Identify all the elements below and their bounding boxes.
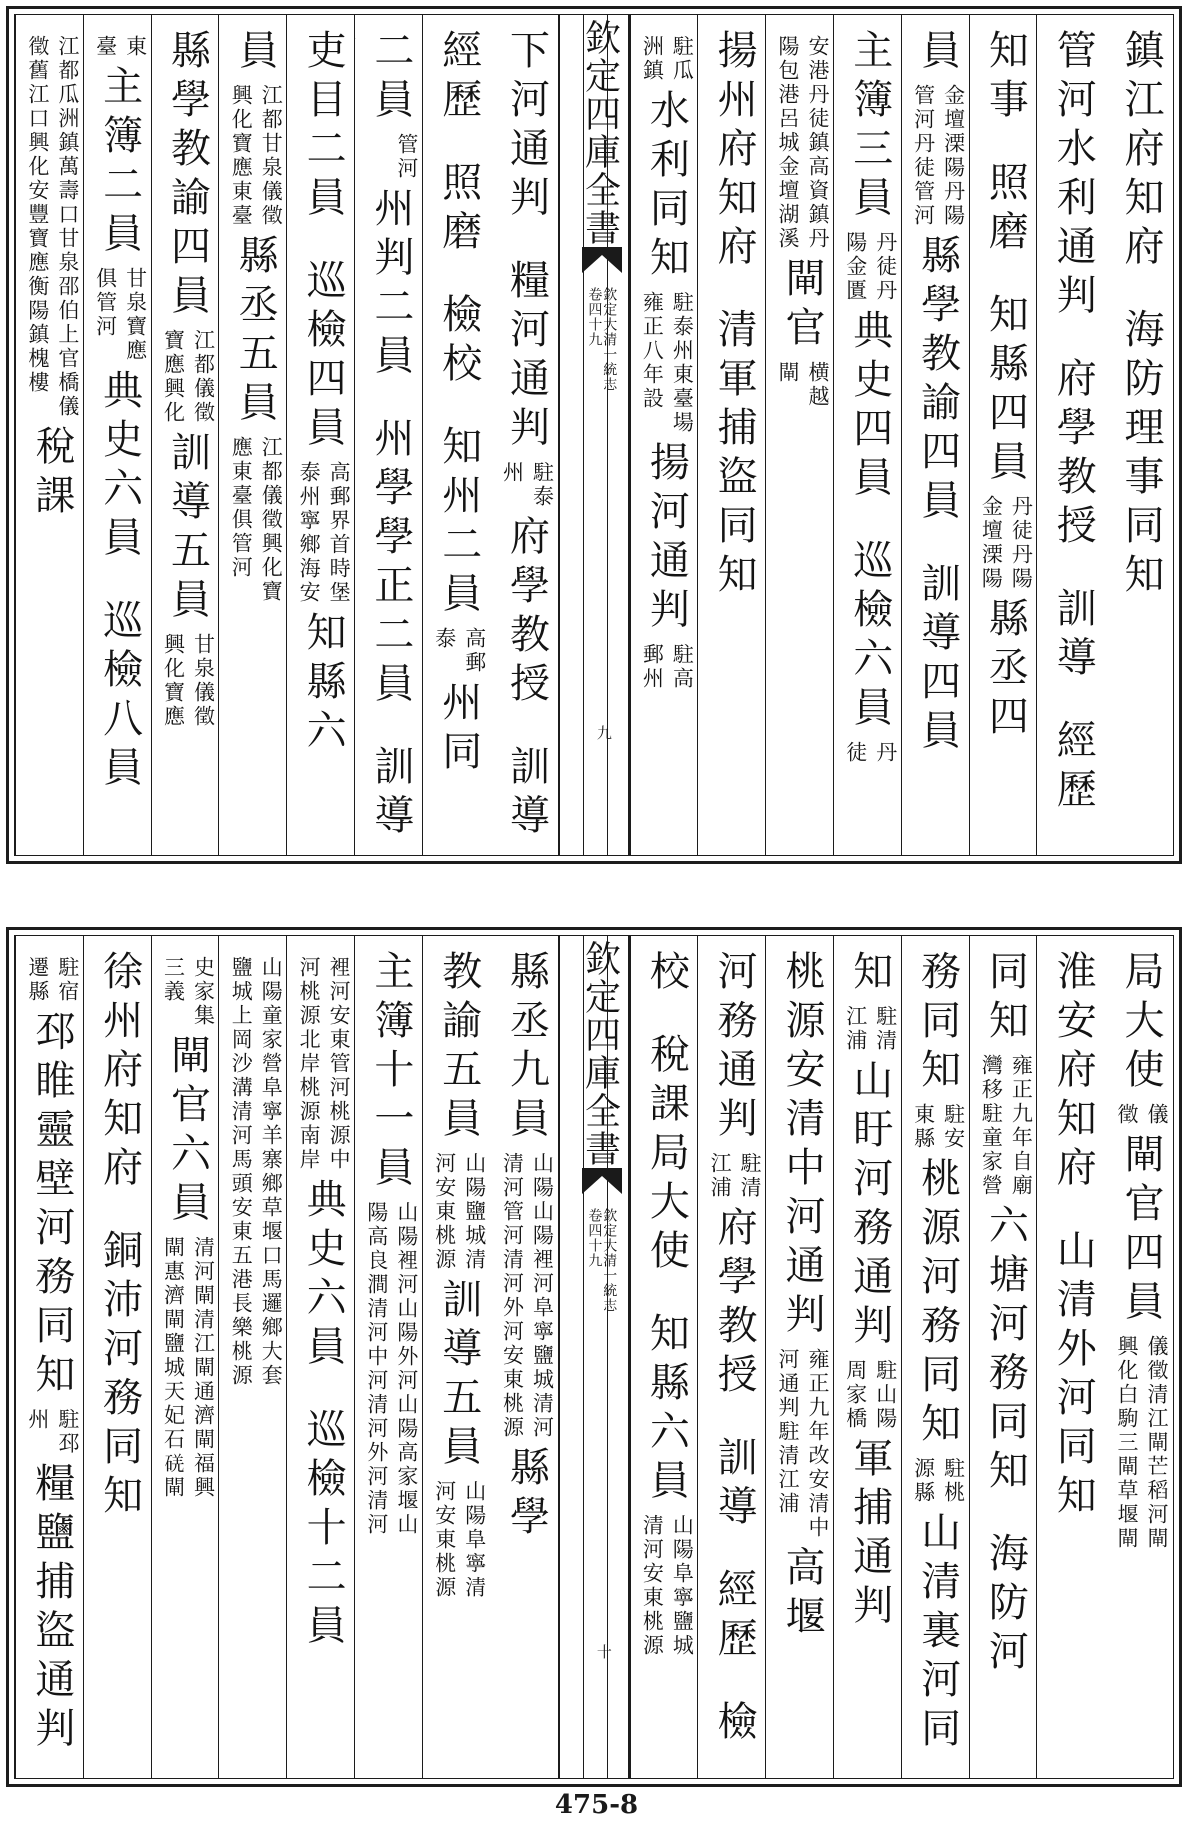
main-text: 訓導五員 [164, 431, 211, 627]
main-text: 知縣六 [300, 611, 347, 758]
bottom-text-column [218, 936, 286, 1778]
main-text: 訓導 [711, 1436, 758, 1534]
annotation-note: 高郵界首時堡 泰州寧鄉海安 [297, 461, 352, 605]
main-text: 下河通判 [503, 29, 550, 225]
main-text: 訓導五員 [435, 1278, 482, 1474]
main-text: 照磨 [435, 161, 482, 259]
annotation-note: 駐山陽 周家橋 [843, 1359, 898, 1431]
annotation-note: 東 臺 [93, 35, 148, 59]
main-text: 海防河 [982, 1532, 1029, 1679]
top-text-column [630, 15, 698, 855]
annotation-note: 高郵 泰 [432, 627, 487, 675]
main-text: 同知 [982, 950, 1029, 1048]
main-text: 巡檢八員 [96, 599, 143, 795]
main-text: 河務通判 [711, 950, 758, 1146]
bottom-text-column [765, 936, 833, 1778]
main-text: 主簿三員 [846, 29, 893, 225]
main-text: 員 [232, 29, 279, 78]
bottom-text-column [1104, 936, 1172, 1778]
main-text: 經歷 [435, 29, 482, 127]
main-text [697, 29, 703, 323]
annotation-note: 清河閘清江閘通濟閘福興 閘惠濟閘鹽城天妃石𥓌閘 [161, 1236, 216, 1500]
lower-leaf [6, 927, 1182, 1787]
annotation-note: 駐安 東縣 [911, 1103, 966, 1151]
main-text: 水利同知 [643, 89, 690, 285]
top-text-column [901, 15, 969, 855]
annotation-note: 高 [354, 35, 357, 59]
lower-leaf-banxin [558, 936, 630, 1778]
annotation-note: 山陽童家營阜寧羊寨鄉草堰口馬邏鄉大套 鹽城上岡沙溝清河馬頭安東五港長樂桃源 [229, 956, 284, 1388]
bottom-text-column [630, 936, 698, 1778]
main-text: 閘官 [778, 257, 825, 355]
top-text-column [422, 15, 490, 855]
main-text: 山清外河同知 [1050, 1229, 1097, 1523]
bottom-text-column [83, 936, 151, 1778]
bottom-text-column [969, 936, 1037, 1778]
main-text: 知州二員 [435, 425, 482, 621]
main-text: 訓導 [1050, 587, 1097, 685]
main-text: 揚河通判 [643, 441, 690, 637]
bottom-text-column [354, 936, 422, 1778]
annotation-note: 丹徒丹陽 金壇溧陽 [979, 495, 1034, 591]
main-text: 主簿二員 [96, 65, 143, 261]
main-text: 教諭五員 [435, 950, 482, 1146]
main-text [1104, 29, 1110, 323]
annotation-note: 駐清 江浦 [708, 1152, 763, 1200]
main-text: 巡檢六員 [846, 539, 893, 735]
annotation-note: 儀徵清江閘芒稻河閘 興化白駒三閘草堰閘 [1115, 1335, 1169, 1551]
volume-label: 卷四十九 [586, 287, 603, 347]
top-text-column [697, 15, 765, 855]
annotation-note: 駐清 江浦 [843, 1005, 898, 1053]
annotation-note: 雍正九年改安清中 河通判駐清江浦 [775, 1348, 830, 1540]
top-text-column [1104, 15, 1172, 855]
main-text: 海防理事同知 [1118, 308, 1164, 602]
annotation-note: 丹徒丹 陽金匱 [843, 231, 898, 303]
annotation-note: 丹 徒 [843, 741, 898, 765]
upper-leaf-banxin [558, 15, 630, 855]
main-text: 州學學正二員 [367, 417, 414, 711]
main-text: 檢 [711, 1700, 758, 1749]
main-text: 經歷 [711, 1568, 758, 1666]
annotation-note: 史家集 三義 [161, 956, 216, 1028]
running-title: 欽定大清一統志 [601, 287, 618, 392]
main-text: 縣丞四 [982, 597, 1029, 744]
main-text: 訓導四員 [914, 562, 961, 758]
main-text: 局大使 [1118, 950, 1164, 1097]
upper-leaf [6, 6, 1182, 864]
annotation-note: 山陽鹽城清 河安東桃源 [432, 1152, 487, 1272]
main-text: 桃源安清中河通判 [778, 950, 825, 1342]
annotation-note: 安港丹徒鎮高資鎮丹 陽包港呂城金壇湖溪 [775, 35, 830, 251]
folio-number: 九 [594, 725, 613, 740]
main-text: 高堰 [778, 1546, 825, 1644]
annotation-note: 駐宿 遷縣 [25, 956, 80, 1004]
annotation-note: 駐邳 州 [25, 1408, 80, 1456]
main-text: 稅課局大使 [643, 1033, 690, 1278]
main-text [83, 950, 89, 1244]
main-text [1036, 950, 1042, 1244]
top-text-column [765, 15, 833, 855]
annotation-note: 山陽阜寧清 河安東桃源 [432, 1480, 487, 1600]
main-text: 銅沛河務同知 [96, 1229, 143, 1523]
book-title: 欽定四庫全書 [579, 19, 621, 247]
main-text: 閘官六員 [164, 1034, 211, 1230]
main-text: 縣丞五員 [232, 234, 279, 430]
main-text: 主簿十一員 [367, 950, 414, 1195]
top-text-column [151, 15, 219, 855]
main-text: 揚州府知府 [711, 29, 758, 274]
top-text-column [15, 15, 83, 855]
volume-label: 卷四十九 [586, 1208, 603, 1268]
main-text: 典史四員 [846, 309, 893, 505]
annotation-note: 管河 [394, 133, 419, 181]
annotation-note: 江都甘泉儀徵 興化寶應東臺 [229, 84, 284, 228]
annotation-note: 雍正九年自廟 灣移駐童家營 [979, 1054, 1034, 1198]
main-text: 稅課 [28, 425, 75, 523]
annotation-note: 甘泉儀徵 興化寶應 [161, 633, 216, 729]
folio-number: 十 [594, 1644, 613, 1659]
top-text-column [969, 15, 1037, 855]
main-text: 清軍捕盜同知 [711, 308, 758, 602]
bottom-text-column [1036, 936, 1104, 1778]
top-text-column [354, 15, 422, 855]
main-text: 縣學教諭四員 [164, 29, 211, 323]
annotation-note: 江都儀徵興化寶 應東臺俱管河 [229, 436, 284, 604]
annotation-note: 駐泰州東臺場 雍正八年設 [640, 291, 695, 435]
annotation-note: 駐瓜 洲鎮 [640, 35, 695, 83]
main-text: 山清裏河同 [914, 1511, 961, 1756]
main-text: 校 [643, 950, 690, 999]
main-text: 府學教授 [503, 515, 550, 711]
annotation-note: 儀 徵 [1115, 1103, 1169, 1127]
annotation-note: 駐泰 州 [500, 461, 555, 509]
page-number: 475-8 [554, 1790, 639, 1820]
main-text: 知 [846, 950, 893, 999]
annotation-note: 山陽山陽裡河阜寧鹽城清河 清河管河清河外河安東桃源 [500, 1152, 555, 1440]
main-text: 縣學 [503, 1446, 550, 1544]
top-text-column [1036, 15, 1104, 855]
annotation-note: 山陽裡河山陽外河山陽高家堰山 陽高良澗清河中河清河外河清河 [364, 1201, 419, 1537]
annotation-note: 駐桃 源縣 [911, 1457, 966, 1505]
bottom-text-column [286, 936, 354, 1778]
main-text: 淮安府知府 [1050, 950, 1097, 1195]
bottom-text-column [15, 936, 83, 1778]
lower-leaf-frame [14, 935, 1174, 1779]
annotation-note: 甘泉寶應 俱管河 [93, 267, 148, 363]
top-text-column [83, 15, 151, 855]
top-text-column [833, 15, 901, 855]
fish-tail-mark [582, 247, 622, 273]
main-text: 知縣四員 [982, 293, 1029, 489]
main-text: 巡檢十二員 [300, 1408, 347, 1653]
main-text: 府學教授 [1050, 357, 1097, 553]
main-text: 員 [914, 29, 961, 78]
book-title: 欽定四庫全書 [579, 940, 621, 1168]
main-text: 照磨 [982, 161, 1029, 259]
bottom-text-column [151, 936, 219, 1778]
top-text-column [218, 15, 286, 855]
main-text: 知縣六員 [643, 1312, 690, 1508]
main-text: 二員 [367, 29, 414, 127]
main-text: 府學教授 [711, 1206, 758, 1402]
main-text: 山盱河務通判 [846, 1059, 893, 1353]
top-text-column [286, 15, 354, 855]
main-text: 鎮江府知府 [1118, 29, 1164, 274]
annotation-note: 江都儀徵 寶應興化 [161, 329, 216, 425]
main-text: 縣學教諭四員 [914, 234, 961, 528]
main-text: 縣丞九員 [503, 950, 550, 1146]
main-text: 知事 [982, 29, 1029, 127]
main-text: 糧鹽捕盜通判 [28, 1462, 75, 1756]
main-text: 桃源河務同知 [914, 1157, 961, 1451]
main-text: 訓導 [503, 745, 550, 843]
main-text: 六塘河務同知 [982, 1204, 1029, 1498]
bottom-text-column [422, 936, 490, 1778]
main-text: 典史六員 [96, 369, 143, 565]
main-text: 州同 [435, 681, 482, 779]
main-text: 軍捕通判 [846, 1437, 893, 1633]
fish-tail-mark [582, 1168, 622, 1194]
main-text: 務同知 [914, 950, 961, 1097]
main-text: 管河水利通判 [1050, 29, 1097, 323]
main-text: 徐州府知府 [96, 950, 143, 1195]
annotation-note: 裡河安東管河桃源中 河桃源北岸桃源南岸 [297, 956, 352, 1172]
running-title: 欽定大清一統志 [601, 1208, 618, 1313]
annotation-note: 駐高 郵州 [640, 643, 695, 691]
main-text: 訓導 [367, 745, 414, 843]
main-text: 糧河通判 [503, 259, 550, 455]
main-text: 典史六員 [300, 1178, 347, 1374]
annotation-note: 江都瓜洲鎮萬壽口甘泉邵伯上官橋儀 徵舊江口興化安豐寶應衡陽鎮槐樓 [25, 35, 80, 419]
main-text: 經歷 [1050, 719, 1097, 817]
main-text: 閘官四員 [1118, 1133, 1164, 1329]
bottom-text-column [901, 936, 969, 1778]
main-text: 邳睢靈壁河務同知 [28, 1010, 75, 1402]
top-text-column [490, 15, 558, 855]
main-text: 吏目二員 [300, 29, 347, 225]
main-text: 檢校 [435, 293, 482, 391]
annotation-note: 横越 閘 [775, 361, 830, 409]
bottom-text-column [833, 936, 901, 1778]
main-text: 巡檢四員 [300, 259, 347, 455]
main-text: 州判二員 [367, 187, 414, 383]
upper-leaf-frame [14, 14, 1174, 856]
annotation-note: 山陽阜寧鹽城 清河安東桃源 [640, 1514, 695, 1658]
bottom-text-column [697, 936, 765, 1778]
bottom-text-column [490, 936, 558, 1778]
annotation-note: 金壇溧陽丹陽 管河丹徒管河 [911, 84, 966, 228]
